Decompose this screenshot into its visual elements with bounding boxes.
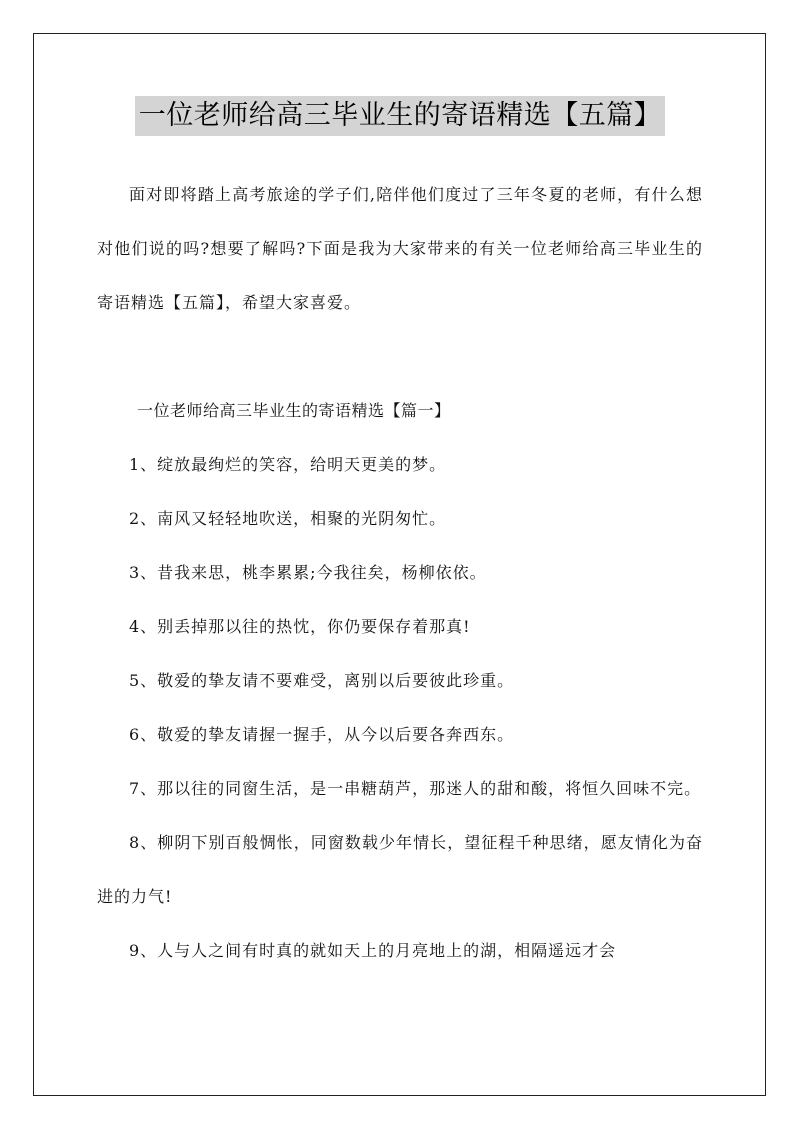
list-item: 4、别丢掉那以往的热忱，你仍要保存着那真! bbox=[129, 617, 471, 636]
document-body bbox=[97, 168, 703, 978]
list-item: 7、那以往的同窗生活，是一串糖葫芦，那迷人的甜和酸，将恒久回味不完。 bbox=[129, 779, 702, 798]
section-heading: 一位老师给高三毕业生的寄语精选【篇一】 bbox=[137, 401, 451, 420]
document-title: 一位老师给高三毕业生的寄语精选【五篇】 bbox=[135, 96, 666, 136]
list-item: 5、敬爱的挚友请不要难受，离别以后要彼此珍重。 bbox=[129, 671, 515, 690]
list-item: 8、柳阴下别百般惆怅，同窗数载少年情长，望征程千种思绪，愿友情化为奋进的力气! bbox=[97, 833, 703, 906]
list-item: 6、敬爱的挚友请握一握手，从今以后要各奔西东。 bbox=[129, 725, 515, 744]
list-item: 3、昔我来思，桃李累累;今我往矣，杨柳依依。 bbox=[129, 563, 487, 582]
blank-line bbox=[97, 330, 703, 384]
intro-paragraph: 面对即将踏上高考旅途的学子们,陪伴他们度过了三年冬夏的老师，有什么想对他们说的吗?想要了解吗?下面是我为大家带来的有关一位老师给高三毕业生的寄语精选【五篇】，希望大家喜爱。 bbox=[97, 185, 703, 312]
list-item: 9、人与人之间有时真的就如天上的月亮地上的湖，相隔遥远才会 bbox=[129, 941, 617, 960]
list-item: 2、南风又轻轻地吹送，相聚的光阴匆忙。 bbox=[129, 509, 447, 528]
list-item: 1、绽放最绚烂的笑容，给明天更美的梦。 bbox=[129, 455, 447, 474]
title-container bbox=[0, 96, 800, 136]
